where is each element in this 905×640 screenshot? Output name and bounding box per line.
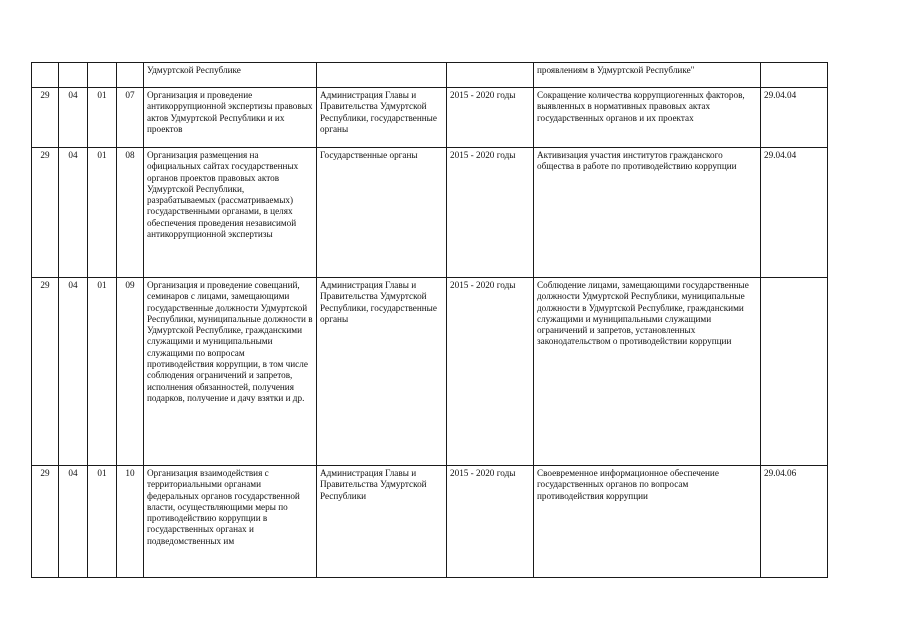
event-name-cell: Организация размещения на официальных сайтах государственных органов проектов правовых актов Удмуртской Республики, разрабатываемых (рассматриваемых) государственными органами, в целях обеспечения проведения независимой антикоррупционной экспертизы xyxy=(144,148,317,278)
indicator-code-cell: 29.04.04 xyxy=(761,148,828,278)
event-name-cell: Организация и проведение антикоррупционной экспертизы правовых актов Удмуртской Республики и их проектов xyxy=(144,88,317,148)
period-cell: 2015 - 2020 годы xyxy=(447,148,534,278)
cell-empty xyxy=(32,63,59,88)
code-part-1: 29 xyxy=(32,148,59,278)
code-part-3: 01 xyxy=(88,148,117,278)
result-cell: Соблюдение лицами, замещающими государственные должности Удмуртской Республики, муниципальные должности в Удмуртской Республике, гражданскими служащими и муниципальными служащими ограничений и запретов, установленных законодательством о противодействии коррупции xyxy=(534,278,761,466)
period-cell: 2015 - 2020 годы xyxy=(447,88,534,148)
cell-empty xyxy=(88,63,117,88)
code-part-4: 07 xyxy=(117,88,144,148)
code-part-4: 08 xyxy=(117,148,144,278)
code-part-1: 29 xyxy=(32,466,59,578)
period-cell: 2015 - 2020 годы xyxy=(447,466,534,578)
table-row-continuation xyxy=(32,63,828,88)
code-part-4: 10 xyxy=(117,466,144,578)
result-cell: проявлениям в Удмуртской Республике" xyxy=(534,63,761,88)
code-part-2: 04 xyxy=(59,466,88,578)
indicator-code-cell: 29.04.04 xyxy=(761,88,828,148)
code-part-1: 29 xyxy=(32,88,59,148)
executor-cell: Администрация Главы и Правительства Удмуртской Республики, государственные органы xyxy=(317,278,447,466)
program-table xyxy=(31,62,828,578)
code-part-3: 01 xyxy=(88,278,117,466)
event-name-cell: Организация и проведение совещаний, семинаров с лицами, замещающими государственные должности Удмуртской Республики, муниципальные должности в Удмуртской Республике, гражданскими служащими и муниципальными служащими по вопросам противодействия коррупции, в том числе соблюдения ограничений и запретов, исполнения обязанностей, получения подарков, получение и дачу взятки и др. xyxy=(144,278,317,466)
code-part-1: 29 xyxy=(32,278,59,466)
indicator-code-cell xyxy=(761,278,828,466)
executor-cell: Государственные органы xyxy=(317,148,447,278)
executor-cell: Администрация Главы и Правительства Удмуртской Республики, государственные органы xyxy=(317,88,447,148)
code-part-2: 04 xyxy=(59,278,88,466)
result-cell: Сокращение количества коррупциогенных факторов, выявленных в нормативных правовых актах государственных органов и их проектах xyxy=(534,88,761,148)
cell-empty xyxy=(59,63,88,88)
code-part-3: 01 xyxy=(88,88,117,148)
event-name-cell: Организация взаимодействия с территориальными органами федеральных органов государственной власти, осуществляющими меры по противодействию коррупции в государственных органах и подведомственных им xyxy=(144,466,317,578)
period-cell: 2015 - 2020 годы xyxy=(447,278,534,466)
code-part-2: 04 xyxy=(59,88,88,148)
cell-empty xyxy=(447,63,534,88)
cell-empty xyxy=(117,63,144,88)
table-row xyxy=(32,278,828,466)
table-row xyxy=(32,466,828,578)
code-part-3: 01 xyxy=(88,466,117,578)
cell-empty xyxy=(317,63,447,88)
table-row xyxy=(32,148,828,278)
result-cell: Активизация участия институтов гражданского общества в работе по противодействию коррупции xyxy=(534,148,761,278)
result-cell: Своевременное информационное обеспечение государственных органов по вопросам противодействия коррупции xyxy=(534,466,761,578)
indicator-code-cell: 29.04.06 xyxy=(761,466,828,578)
code-part-4: 09 xyxy=(117,278,144,466)
executor-cell: Администрация Главы и Правительства Удмуртской Республики xyxy=(317,466,447,578)
event-name-cell: Удмуртской Республике xyxy=(144,63,317,88)
table-row xyxy=(32,88,828,148)
code-part-2: 04 xyxy=(59,148,88,278)
cell-empty xyxy=(761,63,828,88)
